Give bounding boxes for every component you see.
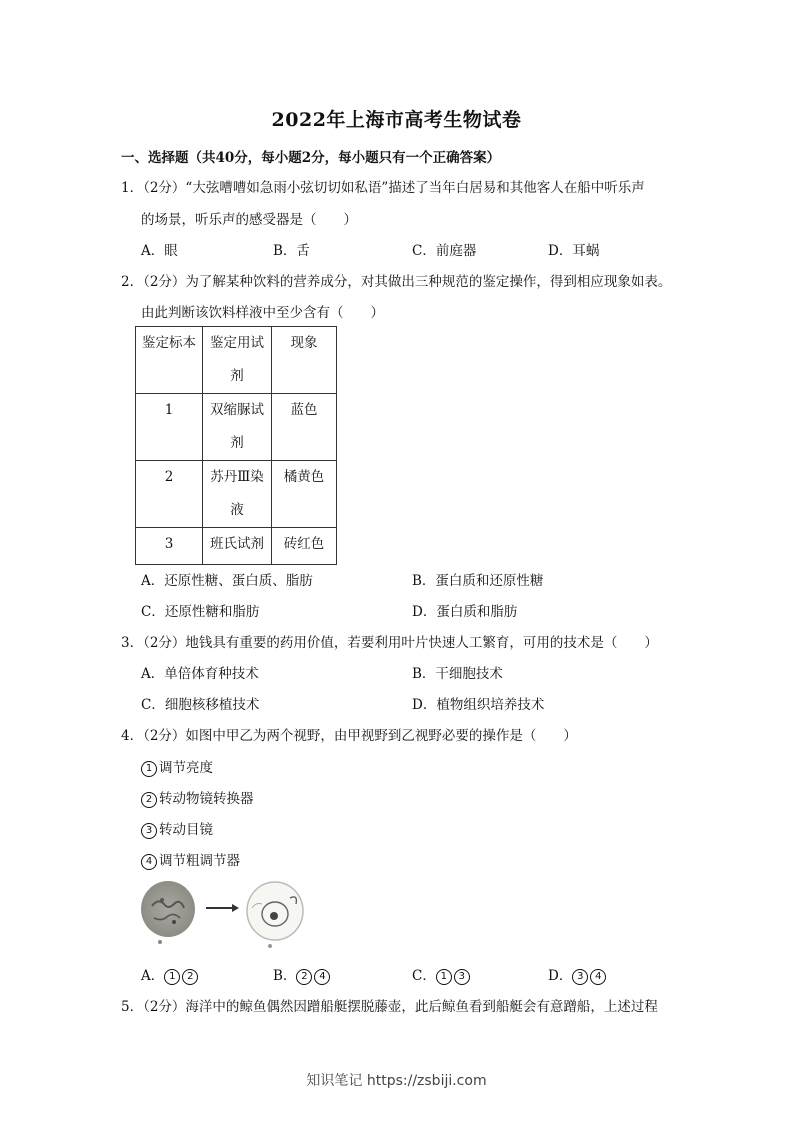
arrow-icon	[206, 904, 239, 912]
q1-option-a: A．眼	[141, 243, 178, 259]
q3-option-d: D．植物组织培养技术	[412, 697, 545, 713]
q5-line1: 5．（2分）海洋中的鲸鱼偶然因蹭船艇摆脱藤壶，此后鲸鱼看到船艇会有意蹭船，上述过程	[121, 999, 658, 1015]
circled-number: 4	[141, 854, 157, 870]
q2-line2: 由此判断该饮料样液中至少含有（ ）	[141, 305, 384, 321]
field-yi	[247, 882, 303, 948]
table-header: 鉴定用试剂	[203, 327, 272, 394]
q3-option-b: B．干细胞技术	[412, 666, 503, 682]
q4-option-b: B． 2 4	[273, 964, 332, 985]
q2-option-d: D．蛋白质和脂肪	[412, 604, 518, 620]
q4-step: 4 调节粗调节器	[141, 849, 240, 870]
q4-line1: 4．（2分）如图中甲乙为两个视野，由甲视野到乙视野必要的操作是（ ）	[121, 728, 577, 744]
table-header-row	[136, 327, 337, 394]
q1-option-c: C．前庭器	[412, 243, 477, 259]
table-cell: 苏丹Ⅲ染液	[203, 461, 272, 528]
exam-title: 2022年上海市高考生物试卷	[271, 109, 522, 131]
q1-option-d: D．耳蜗	[548, 243, 600, 259]
table-cell: 3	[136, 528, 203, 565]
q4-option-a: A． 1 2	[141, 964, 200, 985]
q3-line1: 3．（2分）地钱具有重要的药用价值，若要利用叶片快速人工繁育，可用的技术是（ ）	[121, 635, 658, 651]
table-header: 鉴定标本	[136, 327, 203, 394]
table-row	[136, 528, 337, 565]
table-cell: 砖红色	[272, 528, 337, 565]
q2-option-b: B．蛋白质和还原性糖	[412, 573, 544, 589]
circled-number: 2	[141, 792, 157, 808]
table-header: 现象	[272, 327, 337, 394]
section-heading: 一、选择题（共40分，每小题2分，每小题只有一个正确答案）	[121, 150, 501, 166]
footer-watermark: 知识笔记 https://zsbiji.com	[306, 1073, 487, 1089]
circled-number: 3	[141, 823, 157, 839]
table-cell: 橘黄色	[272, 461, 337, 528]
q4-option-d: D． 3 4	[548, 964, 608, 985]
table-row	[136, 394, 337, 461]
q4-step: 3 转动目镜	[141, 818, 213, 839]
q1-option-b: B．舌	[273, 243, 310, 259]
table-cell: 1	[136, 394, 203, 461]
table-cell: 双缩脲试剂	[203, 394, 272, 461]
q2-line1: 2．（2分）为了解某种饮料的营养成分，对其做出三种规范的鉴定操作，得到相应现象如表。	[121, 274, 672, 290]
table-cell: 蓝色	[272, 394, 337, 461]
circled-number: 1	[141, 761, 157, 777]
q2-option-c: C．还原性糖和脂肪	[141, 604, 260, 620]
q1-line1: 1．（2分）“大弦嘈嘈如急雨小弦切切如私语”描述了当年白居易和其他客人在船中听乐声	[121, 180, 645, 196]
reagent-table	[135, 326, 337, 565]
table-cell: 班氏试剂	[203, 528, 272, 565]
table-cell: 2	[136, 461, 203, 528]
microscope-fields-figure	[140, 878, 330, 950]
q3-option-a: A．单倍体育种技术	[141, 666, 259, 682]
q2-option-a: A．还原性糖、蛋白质、脂肪	[141, 573, 313, 589]
q4-step: 2 转动物镜转换器	[141, 787, 254, 808]
q3-option-c: C．细胞核移植技术	[141, 697, 260, 713]
q4-option-c: C． 1 3	[412, 964, 472, 985]
q4-step: 1 调节亮度	[141, 756, 213, 777]
table-row	[136, 461, 337, 528]
field-jia	[141, 881, 195, 944]
q1-line2: 的场景，听乐声的感受器是（ ）	[141, 212, 357, 228]
